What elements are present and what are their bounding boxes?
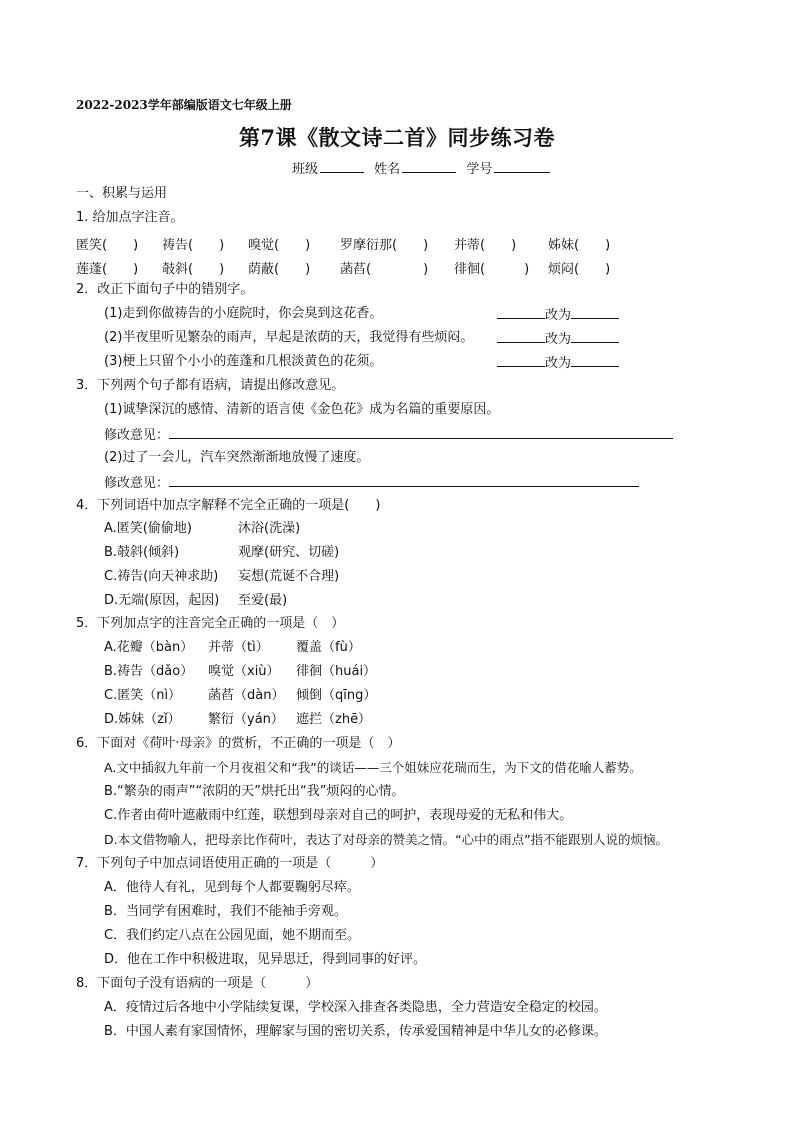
pinyin-item[interactable]: 莲蓬( )	[76, 262, 139, 277]
q2-correction	[497, 306, 619, 324]
option-term: B.祷告（dǎo）	[104, 664, 194, 679]
q4-option[interactable]	[104, 545, 340, 561]
change-label: 改为	[545, 356, 572, 371]
wrong-char-blank[interactable]	[497, 306, 545, 319]
option-term: 妄想(荒诞不合理)	[238, 569, 340, 584]
q5-option[interactable]	[104, 640, 361, 656]
option-term: 观摩(研究、切磋)	[238, 545, 340, 560]
right-char-blank[interactable]	[571, 330, 619, 343]
option-term: 遮拦（zhē）	[296, 712, 372, 727]
fix-answer-blank[interactable]	[169, 474, 639, 487]
q3-fix-line	[104, 426, 673, 444]
option-term: 嗅觉（xiù）	[208, 664, 280, 679]
q7-option[interactable]: B．当同学有困难时，我们不能袖手旁观。	[104, 904, 347, 919]
q6-option[interactable]: A.文中插叙九年前一个月夜祖父和“我”的谈话——三个姐妹应花瑞而生，为下文的借花喻人蓄势。	[104, 760, 642, 775]
q3-sentence: (2)过了一会儿，汽车突然渐渐地放慢了速度。	[104, 450, 370, 465]
q2-item: (2)半夜里听见繁杂的雨声，早起是浓荫的天，我觉得有些烦闷。	[104, 330, 474, 345]
q5-option[interactable]	[104, 712, 372, 728]
q5-option[interactable]	[104, 664, 377, 680]
class-label: 班级	[292, 162, 319, 177]
pinyin-item[interactable]: 匿笑( )	[76, 238, 139, 253]
q7-stem: 7．下列句子中加点词语使用正确的一项是（ ）	[76, 856, 384, 871]
pinyin-item[interactable]: 徘徊( )	[454, 262, 530, 277]
q6-option[interactable]: B.“繁杂的雨声”“浓阴的天”烘托出“我”烦闷的心情。	[104, 784, 405, 799]
option-term: 并蒂（tì）	[208, 640, 269, 655]
pinyin-item[interactable]: 并蒂( )	[454, 238, 517, 253]
wrong-char-blank[interactable]	[497, 354, 545, 367]
student-id-blank[interactable]	[494, 159, 550, 173]
option-term: D.姊妹（zǐ）	[104, 712, 181, 727]
option-term: 菡萏（dàn）	[208, 688, 285, 703]
name-label: 姓名	[374, 162, 401, 177]
q4-stem: 4．下列词语中加点字解释不完全正确的一项是( )	[76, 498, 381, 513]
option-term: C.匿笑（nì）	[104, 688, 182, 703]
q3-fix-line	[104, 474, 639, 492]
option-term: A.匿笑(偷偷地)	[104, 521, 192, 536]
document-header: 2022-2023学年部编版语文七年级上册	[76, 98, 292, 112]
q2-item: (3)梗上只留个小小的莲蓬和几根淡黄色的花须。	[104, 354, 383, 369]
q5-option[interactable]	[104, 688, 377, 704]
option-term: 徘徊（huái）	[296, 664, 377, 679]
right-char-blank[interactable]	[571, 306, 619, 319]
pinyin-item[interactable]: 祷告( )	[162, 238, 225, 253]
right-char-blank[interactable]	[571, 354, 619, 367]
option-term: 倾倒（qīng）	[296, 688, 377, 703]
fix-label: 修改意见：	[104, 428, 170, 443]
q4-option[interactable]	[104, 593, 288, 609]
change-label: 改为	[545, 308, 572, 323]
fix-answer-blank[interactable]	[169, 426, 673, 439]
option-term: 覆盖（fù）	[296, 640, 361, 655]
change-label: 改为	[545, 332, 572, 347]
q1-stem: 1. 给加点字注音。	[76, 210, 184, 225]
option-term: 至爱(最)	[238, 593, 288, 608]
pinyin-item[interactable]: 嗅觉( )	[248, 238, 311, 253]
q3-sentence: (1)诚挚深沉的感情、清新的语言使《金色花》成为名篇的重要原因。	[104, 402, 500, 417]
q7-option[interactable]: C．我们约定八点在公园见面，她不期而至。	[104, 928, 361, 943]
option-term: B.攲斜(倾斜)	[104, 545, 180, 560]
option-term: 沐浴(洗澡)	[238, 521, 301, 536]
pinyin-item[interactable]: 菡萏( )	[340, 262, 429, 277]
name-blank[interactable]	[402, 159, 456, 173]
page-title: 第7课《散文诗二首》同步练习卷	[238, 125, 556, 150]
q6-option[interactable]: D.本文借物喻人，把母亲比作荷叶，表达了对母亲的赞美之情。“心中的雨点”指不能跟别人说的烦恼。	[104, 832, 669, 847]
fix-label: 修改意见：	[104, 476, 170, 491]
option-term: A.花瓣（bàn）	[104, 640, 194, 655]
q4-option[interactable]	[104, 521, 301, 537]
q4-option[interactable]	[104, 569, 340, 585]
q8-option[interactable]: A．疫情过后各地中小学陆续复课，学校深入排查各类隐患，全力营造安全稳定的校园。	[104, 1000, 607, 1015]
pinyin-item[interactable]: 罗摩衍那( )	[340, 238, 429, 253]
option-term: 繁衍（yán）	[208, 712, 284, 727]
student-id-label: 学号	[466, 162, 493, 177]
option-term: D.无端(原因，起因)	[104, 593, 220, 608]
q6-stem: 6．下面对《荷叶·母亲》的赏析，不正确的一项是（ ）	[76, 736, 401, 751]
q1-row1	[76, 234, 636, 253]
pinyin-item[interactable]: 荫蔽( )	[248, 262, 311, 277]
q2-item: (1)走到你做祷告的小庭院时，你会臭到这花香。	[104, 306, 383, 321]
option-term: C.祷告(向天神求助)	[104, 569, 219, 584]
wrong-char-blank[interactable]	[497, 330, 545, 343]
q2-stem: 2．改正下面句子中的错别字。	[76, 282, 254, 297]
q5-stem: 5．下列加点字的注音完全正确的一项是（ ）	[76, 616, 345, 631]
q7-option[interactable]: A．他待人有礼，见到每个人都要鞠躬尽瘁。	[104, 880, 360, 895]
q6-option[interactable]: C.作者由荷叶遮蔽雨中红莲，联想到母亲对自己的呵护，表现母爱的无私和伟大。	[104, 808, 573, 823]
class-blank[interactable]	[320, 159, 364, 173]
pinyin-item[interactable]: 烦闷( )	[548, 262, 611, 277]
q3-stem: 3．下列两个句子都有语病，请提出修改意见。	[76, 378, 345, 393]
section-heading: 一、积累与运用	[76, 186, 168, 201]
pinyin-item[interactable]: 姊妹( )	[548, 238, 611, 253]
q7-option[interactable]: D．他在工作中积极进取，见异思迁，得到同事的好评。	[104, 952, 427, 967]
student-info-line	[292, 158, 556, 177]
pinyin-item[interactable]: 攲斜( )	[162, 262, 225, 277]
q2-correction	[497, 354, 619, 372]
q2-correction	[497, 330, 619, 348]
q1-row2	[76, 258, 636, 277]
q8-option[interactable]: B．中国人素有家国情怀，理解家与国的密切关系，传承爱国精神是中华儿女的必修课。	[104, 1024, 607, 1039]
q8-stem: 8．下面句子没有语病的一项是（ ）	[76, 976, 319, 991]
